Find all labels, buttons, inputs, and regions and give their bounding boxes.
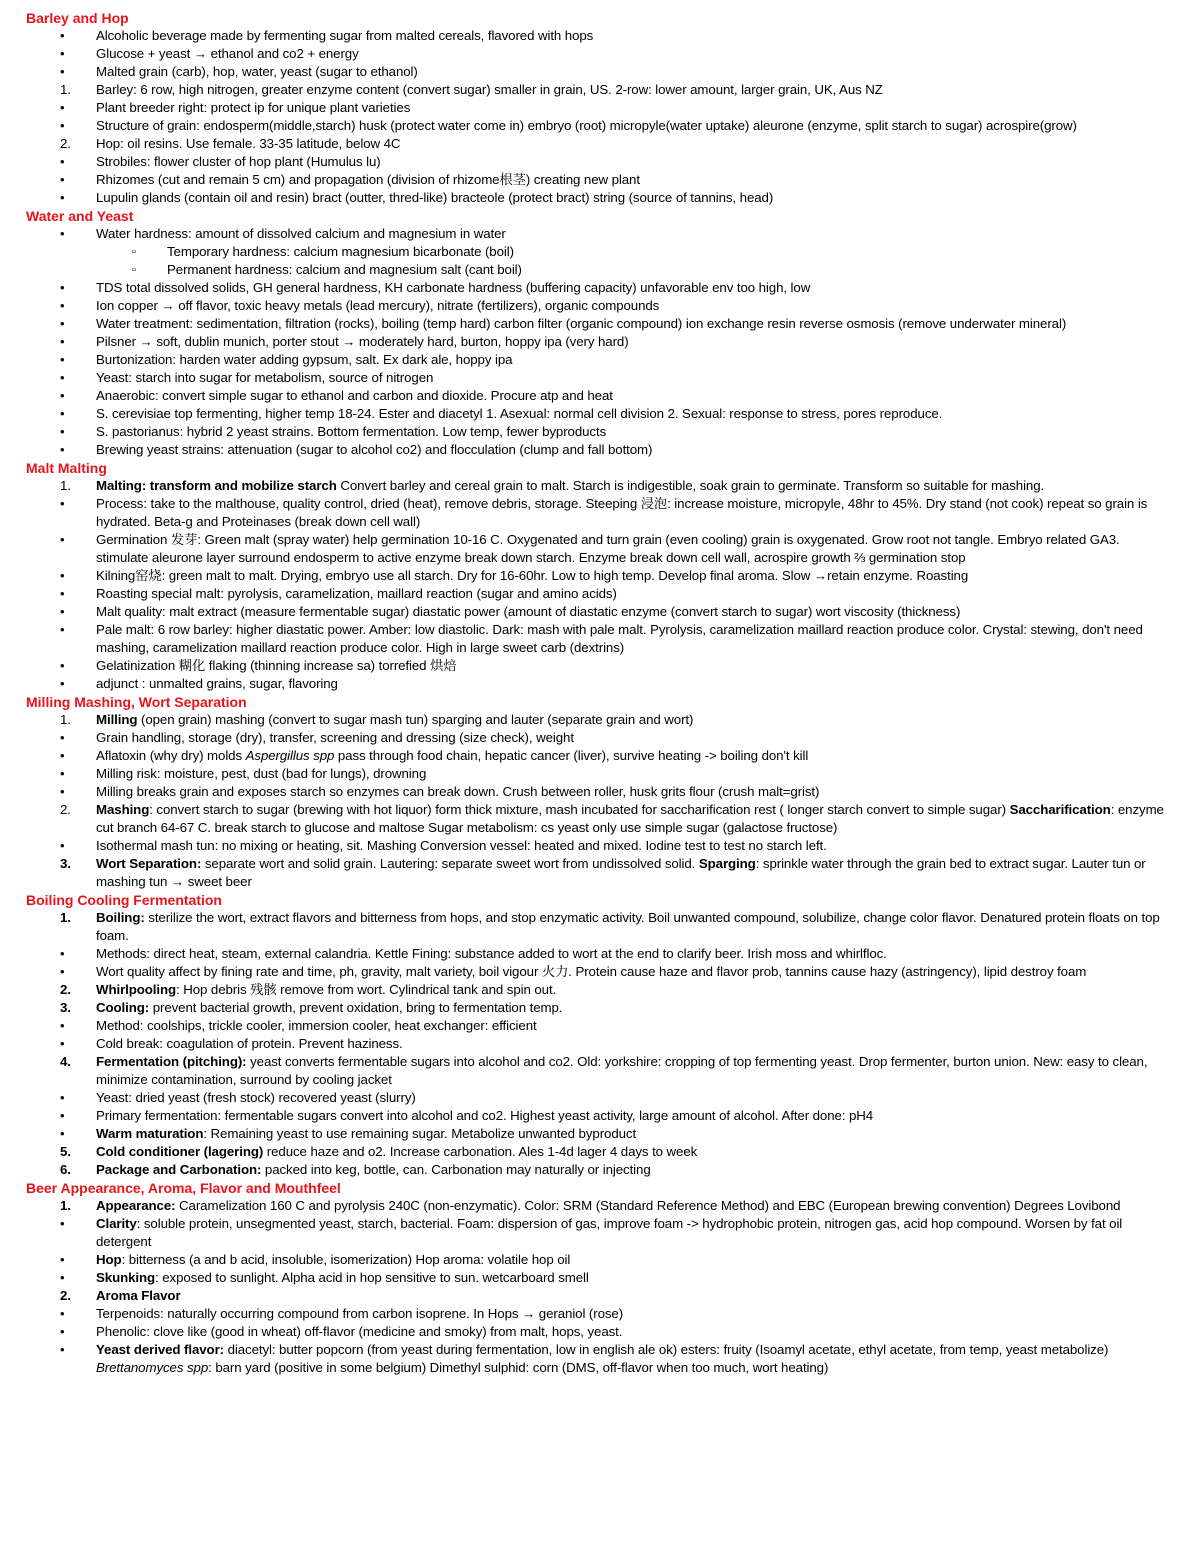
list-item xyxy=(0,477,1200,495)
bold-term: Sparging xyxy=(698,856,756,871)
list-number: 1. xyxy=(60,712,71,727)
list-item xyxy=(0,1251,1200,1269)
list-item xyxy=(0,1143,1200,1161)
bullet-icon xyxy=(60,333,90,351)
item-text: Caramelization 160 C and pyrolysis 240C (non-enzymatic). Color: SRM (Standard Reference Method) and EBC (European brewing convention) Degrees Lovibond xyxy=(175,1198,1121,1213)
bullet-icon xyxy=(60,99,90,117)
bullet-icon xyxy=(60,423,90,441)
list-item xyxy=(0,1305,1200,1323)
item-text: Malted grain (carb), hop, water, yeast (sugar to ethanol) xyxy=(96,64,418,79)
list-item xyxy=(0,423,1200,441)
item-text: Malt quality: malt extract (measure fermentable sugar) diastatic power (amount of diastatic enzyme (convert starch to sugar) wort viscosity (thickness) xyxy=(96,604,961,619)
item-text: Plant breeder right: protect ip for unique plant varieties xyxy=(96,100,411,115)
item-text: pass through food chain, hepatic cancer (liver), survive heating -> boiling don't kill xyxy=(334,748,809,763)
list-item xyxy=(0,945,1200,963)
list-number: 6. xyxy=(60,1162,71,1177)
bullet-icon xyxy=(60,315,90,333)
list-item xyxy=(0,153,1200,171)
sub-bullet-icon: ▫ xyxy=(132,246,136,258)
bold-term: Saccharification xyxy=(1009,802,1111,817)
list-number: 1. xyxy=(60,478,71,493)
section xyxy=(0,1179,1200,1377)
bold-term: Milling xyxy=(96,712,138,727)
list-item xyxy=(0,45,1200,63)
item-text: Milling risk: moisture, pest, dust (bad for lungs), drowning xyxy=(96,766,427,781)
bold-term: Hop xyxy=(96,1252,122,1267)
bullet-icon xyxy=(60,117,90,135)
bullet-icon xyxy=(60,405,90,423)
bullet-icon xyxy=(60,603,90,621)
list-item xyxy=(0,405,1200,423)
list-item xyxy=(0,135,1200,153)
item-text: Milling breaks grain and exposes starch so enzymes can break down. Crush between roller, husk grits flour (crush malt=grist) xyxy=(96,784,820,799)
bold-term: Mashing xyxy=(96,802,150,817)
bullet-icon xyxy=(60,279,90,297)
bold-term: Aroma Flavor xyxy=(96,1288,181,1303)
item-text: Phenolic: clove like (good in wheat) off-flavor (medicine and smoky) from malt, hops, yeast. xyxy=(96,1324,623,1339)
item-text: : exposed to sunlight. Alpha acid in hop sensitive to sun. wetcarboard smell xyxy=(155,1270,589,1285)
bullet-icon xyxy=(60,351,90,369)
list-item xyxy=(0,999,1200,1017)
list-item xyxy=(0,1197,1200,1215)
bold-term: Malting: transform and mobilize starch xyxy=(96,478,337,493)
bullet-icon xyxy=(60,567,90,585)
bullet-icon xyxy=(60,963,90,981)
list-item xyxy=(0,27,1200,45)
italic-term: Brettanomyces spp xyxy=(96,1360,209,1375)
bullet-icon xyxy=(60,657,90,675)
bullet-icon xyxy=(60,45,90,63)
bold-term: Yeast derived flavor: xyxy=(96,1342,224,1357)
section-heading: Milling Mashing, Wort Separation xyxy=(26,694,247,710)
list-item xyxy=(0,675,1200,693)
bullet-icon xyxy=(60,783,90,801)
list-item xyxy=(0,1125,1200,1143)
item-text: (open grain) mashing (convert to sugar mash tun) sparging and lauter (separate grain and wort) xyxy=(137,712,694,727)
item-text: Pilsner → soft, dublin munich, porter stout → moderately hard, burton, hoppy ipa (very hard) xyxy=(96,334,629,349)
item-text: Hop: oil resins. Use female. 33-35 latitude, below 4C xyxy=(96,136,401,151)
bold-term: Boiling: xyxy=(96,910,145,925)
section-heading: Malt Malting xyxy=(26,460,107,476)
list-item xyxy=(0,1053,1200,1089)
list-number: 3. xyxy=(60,1000,71,1015)
list-item xyxy=(0,333,1200,351)
section xyxy=(0,891,1200,1179)
item-text: Temporary hardness: calcium magnesium bicarbonate (boil) xyxy=(167,244,514,259)
bullet-icon xyxy=(60,621,90,639)
list-item xyxy=(0,171,1200,189)
list-item xyxy=(0,351,1200,369)
bullet-icon xyxy=(60,1215,90,1233)
item-text: : enzyme cut branch 64-67 C. break starch to glucose and maltose Sugar metabolism: cs yeast only use simple sugar (galactose fructose) xyxy=(96,802,1164,835)
bullet-icon xyxy=(60,675,90,693)
list-item xyxy=(0,1035,1200,1053)
item-text: Isothermal mash tun: no mixing or heating, sit. Mashing Conversion vessel: heated and mixed. Iodine test to test no starch left. xyxy=(96,838,827,853)
item-text: TDS total dissolved solids, GH general hardness, KH carbonate hardness (buffering capacity) unfavorable env too high, low xyxy=(96,280,811,295)
item-text: Alcoholic beverage made by fermenting sugar from malted cereals, flavored with hops xyxy=(96,28,594,43)
item-text: prevent bacterial growth, prevent oxidation, bring to fermentation temp. xyxy=(149,1000,563,1015)
list-item xyxy=(0,1017,1200,1035)
list-item xyxy=(0,729,1200,747)
list-number: 2. xyxy=(60,802,71,817)
bold-term: Appearance: xyxy=(96,1198,176,1213)
list-item xyxy=(0,315,1200,333)
list-item xyxy=(0,963,1200,981)
sub-bullet-icon: ▫ xyxy=(132,264,136,276)
list-item xyxy=(0,1269,1200,1287)
list-item xyxy=(0,1107,1200,1125)
list-number: 4. xyxy=(60,1054,71,1069)
bullet-icon xyxy=(60,531,90,549)
list-item xyxy=(0,279,1200,297)
bullet-icon xyxy=(60,945,90,963)
list-item xyxy=(0,297,1200,315)
section-heading: Barley and Hop xyxy=(26,10,129,26)
list-number: 2. xyxy=(60,136,71,151)
item-text: Rhizomes (cut and remain 5 cm) and propagation (division of rhizome根茎) creating new plant xyxy=(96,172,640,187)
bullet-icon xyxy=(60,225,90,243)
item-text: separate wort and solid grain. Lautering: separate sweet wort from undissolved solid. xyxy=(201,856,699,871)
list-item xyxy=(0,261,1200,279)
item-text: Yeast: starch into sugar for metabolism, source of nitrogen xyxy=(96,370,434,385)
list-item xyxy=(0,711,1200,729)
list-number: 1. xyxy=(60,82,71,97)
item-text: diacetyl: butter popcorn (from yeast during fermentation, low in english ale ok) esters: fruity (Isoamyl acetate, ethyl acetate, from temp, yeast metabolize) xyxy=(223,1342,1109,1357)
section xyxy=(0,9,1200,207)
item-text: Convert barley and cereal grain to malt. Starch is indigestible, soak grain to germinate. Transform so suitable for mashing. xyxy=(336,478,1045,493)
item-text: Methods: direct heat, steam, external calandria. Kettle Fining: substance added to wort at the end to clarify beer. Irish moss and whirlfloc. xyxy=(96,946,887,961)
bullet-icon xyxy=(60,1107,90,1125)
bold-term: Cold conditioner (lagering) xyxy=(96,1144,264,1159)
list-item xyxy=(0,117,1200,135)
list-item xyxy=(0,495,1200,531)
list-item xyxy=(0,1323,1200,1341)
bullet-icon xyxy=(60,441,90,459)
bullet-icon xyxy=(60,1089,90,1107)
item-text: yeast converts fermentable sugars into alcohol and co2. Old: yorkshire: cropping of top fermenting yeast. Drop fermenter, burton union. New: easy to clean, minimize contamination, surround by cooling jacket xyxy=(96,1054,1148,1087)
item-text: Roasting special malt: pyrolysis, caramelization, maillard reaction (sugar and amino acids) xyxy=(96,586,617,601)
list-item xyxy=(0,747,1200,765)
list-item xyxy=(0,909,1200,945)
item-text: : Hop debris 残骸 remove from wort. Cylindrical tank and spin out. xyxy=(176,982,557,997)
list-item xyxy=(0,1287,1200,1305)
item-text: : barn yard (positive in some belgium) Dimethyl sulphid: corn (DMS, off-flavor when too much, wort heating) xyxy=(208,1360,829,1375)
bullet-icon xyxy=(60,1341,90,1359)
item-text: Germination 发芽: Green malt (spray water) help germination 10-16 C. Oxygenated and turn grain (even cooling) grain is oxygenated. Grow root not tangle. Embryo related GA3. stimulate aleurone layer surround endosperm to active enzyme break down starch. Enzyme break down cell wall, acrospire growth ⅔ germination stop xyxy=(96,532,1120,565)
bullet-icon xyxy=(60,189,90,207)
list-item xyxy=(0,981,1200,999)
item-text: Burtonization: harden water adding gypsum, salt. Ex dark ale, hoppy ipa xyxy=(96,352,513,367)
bullet-icon xyxy=(60,729,90,747)
bold-term: Clarity xyxy=(96,1216,137,1231)
item-text: S. pastorianus: hybrid 2 yeast strains. Bottom fermentation. Low temp, fewer byproducts xyxy=(96,424,607,439)
item-text: Cold break: coagulation of protein. Prevent haziness. xyxy=(96,1036,403,1051)
list-item xyxy=(0,1341,1200,1377)
list-item xyxy=(0,765,1200,783)
list-item xyxy=(0,243,1200,261)
list-item xyxy=(0,189,1200,207)
bold-term: Wort Separation: xyxy=(96,856,202,871)
section xyxy=(0,459,1200,693)
list-item xyxy=(0,225,1200,243)
bullet-icon xyxy=(60,1017,90,1035)
bullet-icon xyxy=(60,837,90,855)
list-item xyxy=(0,1089,1200,1107)
item-text: Process: take to the malthouse, quality control, dried (heat), remove debris, storage. Steeping 浸泡: increase moisture, micropyle, 48hr to 45%. Dry stand (not cook) repeat so grain is hydrated. Beta-g and Proteinases (break down cell wall) xyxy=(96,496,1148,529)
list-item xyxy=(0,603,1200,621)
item-text: Permanent hardness: calcium and magnesium salt (cant boil) xyxy=(167,262,522,277)
list-item xyxy=(0,441,1200,459)
list-item xyxy=(0,1161,1200,1179)
list-item xyxy=(0,837,1200,855)
item-text: Grain handling, storage (dry), transfer, screening and dressing (size check), weight xyxy=(96,730,574,745)
list-item xyxy=(0,855,1200,891)
list-number: 2. xyxy=(60,1288,71,1303)
item-text: : sprinkle water through the grain bed to extract sugar. Lauter tun or mashing tun → sweet beer xyxy=(96,856,1146,889)
bullet-icon xyxy=(60,387,90,405)
item-text: Lupulin glands (contain oil and resin) bract (outter, thred-like) bracteole (protect bract) string (source of tannins, head) xyxy=(96,190,774,205)
list-item xyxy=(0,585,1200,603)
bold-term: Fermentation (pitching): xyxy=(96,1054,247,1069)
list-number: 1. xyxy=(60,910,71,925)
list-item xyxy=(0,783,1200,801)
bullet-icon xyxy=(60,585,90,603)
notes-document xyxy=(0,9,1200,1377)
bullet-icon xyxy=(60,1323,90,1341)
bullet-icon xyxy=(60,1035,90,1053)
item-text: Primary fermentation: fermentable sugars convert into alcohol and co2. Highest yeast activity, large amount of alcohol. After done: pH4 xyxy=(96,1108,874,1123)
list-number: 3. xyxy=(60,856,71,871)
item-text: Kilning窑烧: green malt to malt. Drying, embryo use all starch. Dry for 16-60hr. Low to high temp. Develop final aroma. Slow →retain enzyme. Roasting xyxy=(96,568,969,583)
list-item xyxy=(0,99,1200,117)
bullet-icon xyxy=(60,63,90,81)
list-item xyxy=(0,63,1200,81)
item-text: Yeast: dried yeast (fresh stock) recovered yeast (slurry) xyxy=(96,1090,416,1105)
item-text: S. cerevisiae top fermenting, higher temp 18-24. Ester and diacetyl 1. Asexual: normal cell division 2. Sexual: response to stress, pores reproduce. xyxy=(96,406,943,421)
bullet-icon xyxy=(60,1251,90,1269)
list-item xyxy=(0,801,1200,837)
item-text: sterilize the wort, extract flavors and bitterness from hops, and stop enzymatic activity. Boil unwanted compound, solubilize, change color flavor. Denatured protein floats on top foam. xyxy=(96,910,1160,943)
section-heading: Beer Appearance, Aroma, Flavor and Mouthfeel xyxy=(26,1180,341,1196)
item-text: : convert starch to sugar (brewing with hot liquor) form thick mixture, mash incubated for saccharification rest ( longer starch convert to simple sugar) xyxy=(149,802,1010,817)
list-item xyxy=(0,387,1200,405)
item-text: Barley: 6 row, high nitrogen, greater enzyme content (convert sugar) smaller in grain, US. 2-row: lower amount, larger grain, UK, Aus NZ xyxy=(96,82,883,97)
item-text: Terpenoids: naturally occurring compound from carbon isoprene. In Hops → geraniol (rose) xyxy=(96,1306,624,1321)
italic-term: Aspergillus spp xyxy=(245,748,335,763)
bold-term: Whirlpooling xyxy=(96,982,177,997)
bullet-icon xyxy=(60,1125,90,1143)
item-text: Brewing yeast strains: attenuation (sugar to alcohol co2) and flocculation (clump and fall bottom) xyxy=(96,442,653,457)
bullet-icon xyxy=(60,297,90,315)
bullet-icon xyxy=(60,153,90,171)
list-item xyxy=(0,81,1200,99)
list-item xyxy=(0,567,1200,585)
item-text: packed into keg, bottle, can. Carbonation may naturally or injecting xyxy=(261,1162,651,1177)
list-item xyxy=(0,531,1200,567)
section xyxy=(0,693,1200,891)
section xyxy=(0,207,1200,459)
item-text: Strobiles: flower cluster of hop plant (Humulus lu) xyxy=(96,154,381,169)
list-item xyxy=(0,1215,1200,1251)
list-number: 2. xyxy=(60,982,71,997)
item-text: Glucose + yeast → ethanol and co2 + energy xyxy=(96,46,359,61)
bold-term: Warm maturation xyxy=(96,1126,204,1141)
item-text: Water treatment: sedimentation, filtration (rocks), boiling (temp hard) carbon filter (organic compound) ion exchange resin reverse osmosis (remove underwater mineral) xyxy=(96,316,1067,331)
list-item xyxy=(0,657,1200,675)
item-text: Ion copper → off flavor, toxic heavy metals (lead mercury), nitrate (fertilizers), organic compounds xyxy=(96,298,660,313)
bold-term: Cooling: xyxy=(96,1000,150,1015)
item-text: Anaerobic: convert simple sugar to ethanol and carbon and dioxide. Procure atp and heat xyxy=(96,388,613,403)
list-item xyxy=(0,621,1200,657)
bold-term: Skunking xyxy=(96,1270,156,1285)
item-text: : soluble protein, unsegmented yeast, starch, bacterial. Foam: dispersion of gas, improve foam -> hydrophobic protein, nitrogen gas, acid hop compound. Worsen by fat oil detergent xyxy=(96,1216,1123,1249)
item-text: Wort quality affect by fining rate and time, ph, gravity, malt variety, boil vigour 火力. Protein cause haze and flavor prob, tannins cause hazy (astringency), lipid destroy foam xyxy=(96,964,1087,979)
item-text: Gelatinization 糊化 flaking (thinning increase sa) torrefied 烘焙 xyxy=(96,658,457,673)
bullet-icon xyxy=(60,1305,90,1323)
item-text: : bitterness (a and b acid, insoluble, isomerization) Hop aroma: volatile hop oil xyxy=(121,1252,571,1267)
item-text: Water hardness: amount of dissolved calcium and magnesium in water xyxy=(96,226,506,241)
item-text: reduce haze and o2. Increase carbonation. Ales 1-4d lager 4 days to week xyxy=(263,1144,698,1159)
bullet-icon xyxy=(60,369,90,387)
section-heading: Boiling Cooling Fermentation xyxy=(26,892,222,908)
list-number: 1. xyxy=(60,1198,71,1213)
bullet-icon xyxy=(60,495,90,513)
item-text: Structure of grain: endosperm(middle,starch) husk (protect water come in) embryo (root) micropyle(water uptake) aleurone (enzyme, split starch to sugar) acrospire(grow) xyxy=(96,118,1077,133)
bullet-icon xyxy=(60,1269,90,1287)
item-text: Pale malt: 6 row barley: higher diastatic power. Amber: low diastolic. Dark: mash with pale malt. Pyrolysis, caramelization maillard reaction produce color. Crystal: stewing, don't need mashing, caramelization maillard reaction produce color. High in large sweet carb (dextrins) xyxy=(96,622,1143,655)
item-text: Method: coolships, trickle cooler, immersion cooler, heat exchanger: efficient xyxy=(96,1018,537,1033)
bold-term: Package and Carbonation: xyxy=(96,1162,262,1177)
bullet-icon xyxy=(60,171,90,189)
list-item xyxy=(0,369,1200,387)
item-text: : Remaining yeast to use remaining sugar. Metabolize unwanted byproduct xyxy=(203,1126,637,1141)
item-text: adjunct : unmalted grains, sugar, flavoring xyxy=(96,676,338,691)
section-heading: Water and Yeast xyxy=(26,208,134,224)
bullet-icon xyxy=(60,765,90,783)
list-number: 5. xyxy=(60,1144,71,1159)
item-text: Aflatoxin (why dry) molds xyxy=(96,748,246,763)
bullet-icon xyxy=(60,27,90,45)
bullet-icon xyxy=(60,747,90,765)
